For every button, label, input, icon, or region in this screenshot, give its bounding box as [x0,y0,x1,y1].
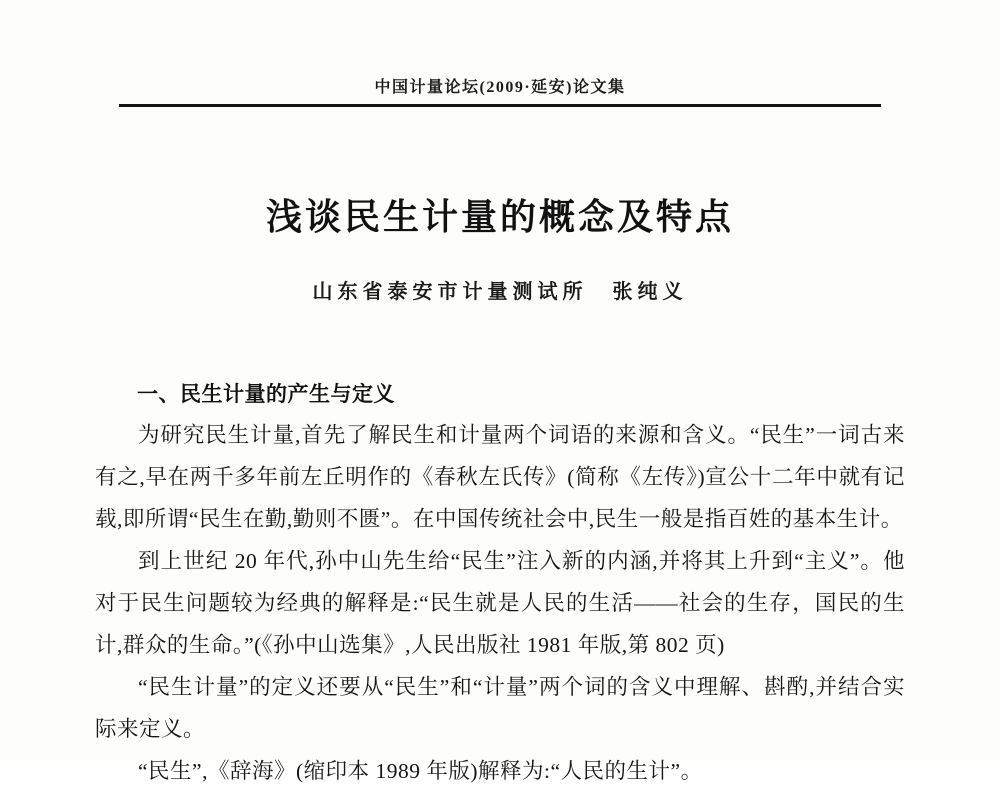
section-heading: 一、民生计量的产生与定义 [137,383,395,406]
running-header [0,0,1000,107]
running-header-text: 中国计量论坛(2009·延安)论文集 [374,79,626,96]
article-title: 浅谈民生计量的概念及特点 [265,196,734,237]
paragraph-minsheng-jiliang-definition: “民生计量”的定义还要从“民生”和“计量”两个词的含义中理解、斟酌,并结合实际来定义。 [95,675,905,741]
article-content [95,193,905,792]
paragraph-origin-of-minsheng: 为研究民生计量,首先了解民生和计量两个词语的来源和含义。“民生”一词古来有之,早在两千多年前左丘明作的《春秋左氏传》(简称《左传》)宣公十二年中就有记载,即所谓“民生在勤,勤则不匮”。在中国传统社会中,民生一般是指百姓的基本生计。 [95,423,905,531]
header-rule [119,104,881,107]
paragraph-cihai-definition: “民生”,《辞海》(缩印本 1989 年版)解释为:“人民的生计”。 [138,759,703,783]
paragraph-sun-yat-sen-definition: 到上世纪 20 年代,孙中山先生给“民生”注入新的内涵,并将其上升到“主义”。他对于民生问题较为经典的解释是:“民生就是人民的生活——社会的生存，国民的生计,群众的生命。”(《孙中山选集》,人民出版社 1981 年版,第 802 页) [95,549,905,657]
author-affiliation-line: 山东省泰安市计量测试所 张纯义 [312,281,688,303]
